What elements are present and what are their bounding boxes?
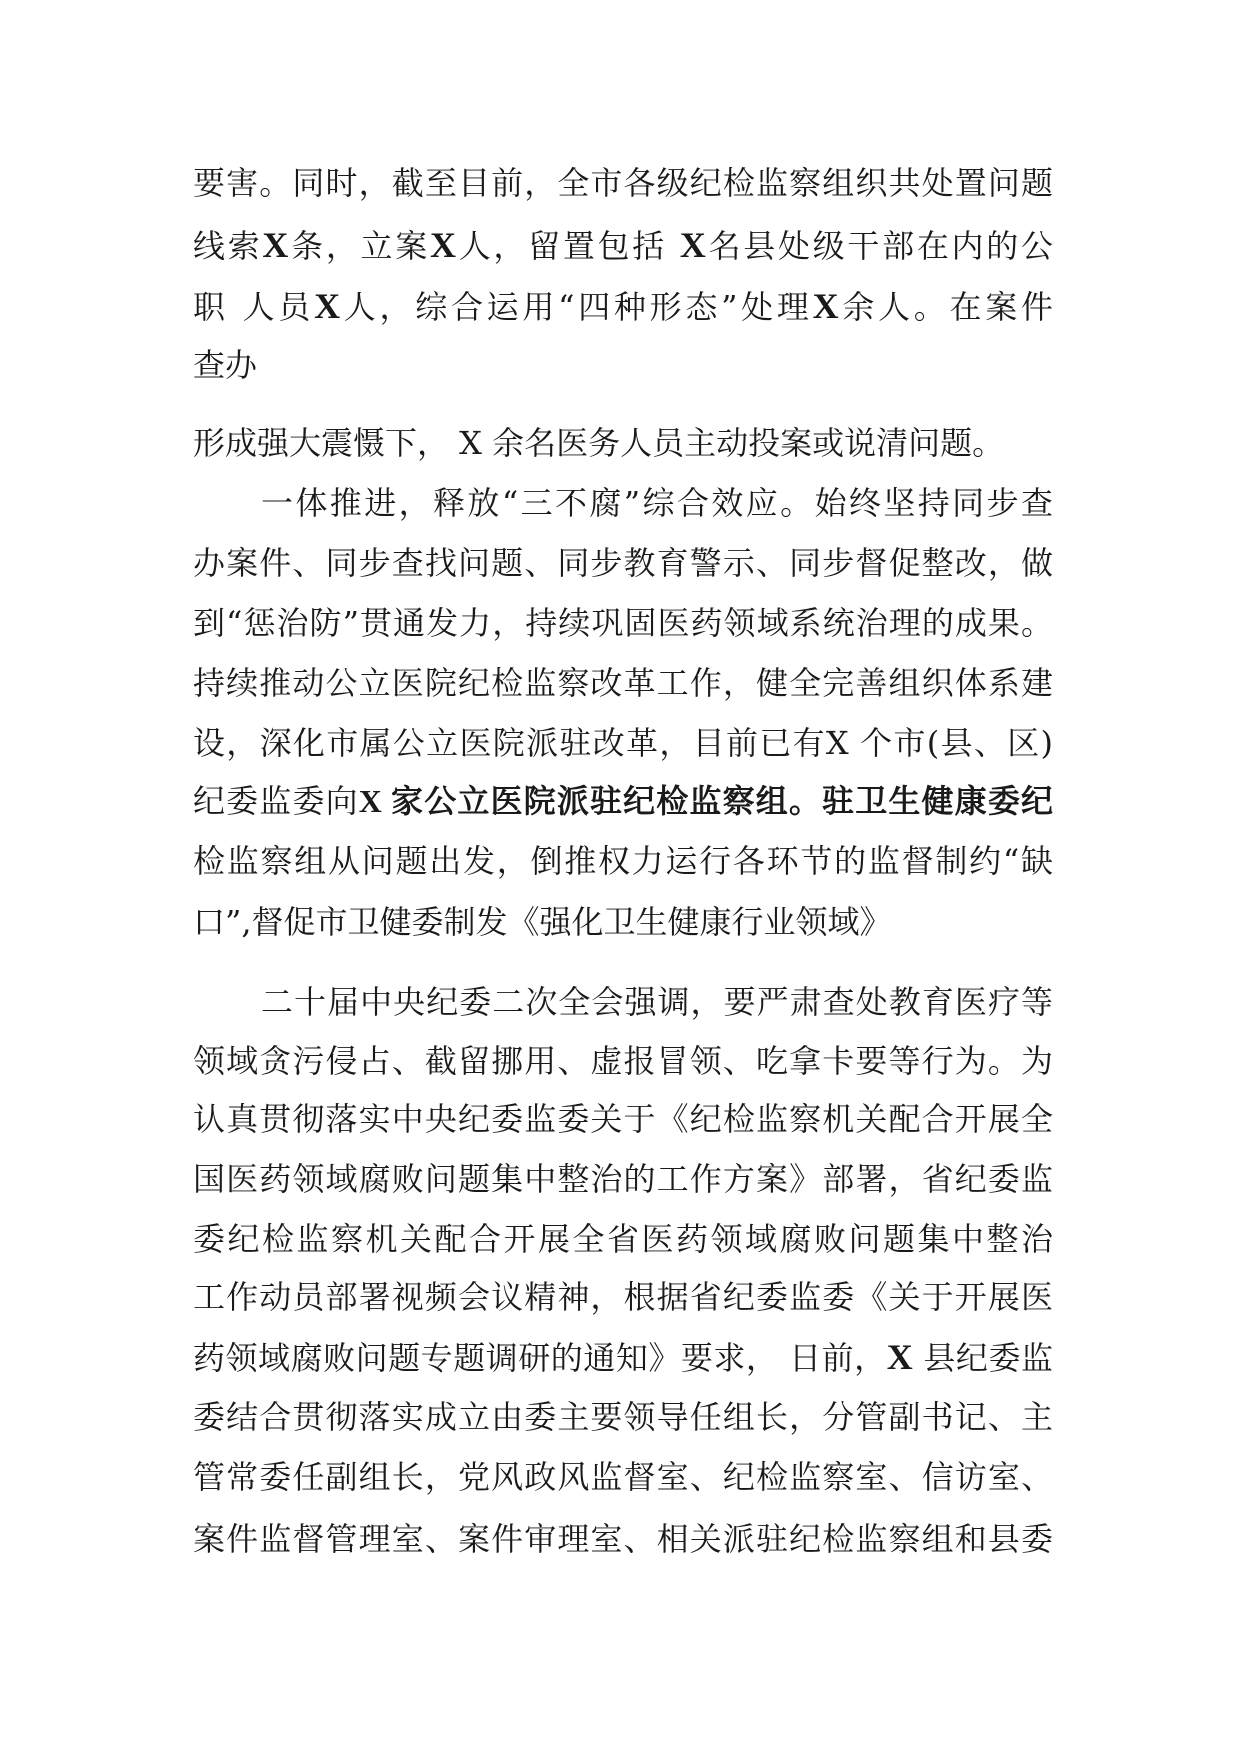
text-span: 职 人员 — [193, 288, 315, 326]
text-line: 管常委任副组长，党风政风监督室、纪检监察室、信访室、 — [193, 1458, 1053, 1496]
placeholder-x: X — [262, 225, 289, 265]
text-span: 人，留置包括 — [455, 227, 667, 265]
text-line: 一体推进，释放“三不腐”综合效应。始终坚持同步查 — [261, 484, 1053, 522]
text-line: 检监察组从问题出发，倒推权力运行各环节的监督制约“缺 — [193, 842, 1053, 880]
text-line — [193, 220, 1053, 270]
text-line: 二十届中央纪委二次全会强调，要严肃查处教育医疗等 — [261, 983, 1053, 1021]
text-line: 案件监督管理室、案件审理室、相关派驻纪检监察组和县委 — [193, 1520, 1053, 1558]
text-line: 办案件、同步查找问题、同步教育警示、同步督促整改，做 — [193, 544, 1053, 582]
text-span: 名县处级干部在内的公 — [705, 227, 1053, 265]
text-line: 工作动员部署视频会议精神，根据省纪委监委《关于开展医 — [193, 1278, 1053, 1316]
text-line: 委纪检监察机关配合开展全省医药领域腐败问题集中整治 — [193, 1220, 1053, 1258]
text-line — [193, 776, 1053, 826]
placeholder-x: X — [679, 225, 706, 265]
text-line: 设，深化市属公立医院派驻改革，目前已有X 个市(县、区) — [193, 724, 1053, 762]
placeholder-x: X — [314, 286, 341, 326]
text-line: 持续推动公立医院纪检监察改革工作，健全完善组织体系建 — [193, 664, 1053, 702]
text-span: 余人。在案件 — [838, 288, 1053, 326]
text-span: 人，综合运用“四种形态”处理 — [340, 288, 813, 326]
bold-text-span: X 家公立医院派驻纪检监察组。驻卫生健康委纪 — [358, 783, 1053, 819]
text-line — [193, 1332, 1053, 1382]
text-line: 形成强大震慑下， X 余名医务人员主动投案或说清问题。 — [193, 424, 1005, 462]
text-span: 纪委监委向 — [193, 782, 359, 820]
text-line: 委结合贯彻落实成立由委主要领导任组长，分管副书记、主 — [193, 1398, 1053, 1436]
placeholder-x: X — [886, 1337, 913, 1377]
text-line: 国医药领域腐败问题集中整治的工作方案》部署，省纪委监 — [193, 1160, 1053, 1198]
text-line: 口”,督促市卫健委制发《强化卫生健康行业领域》 — [193, 903, 892, 941]
text-line: 认真贯彻落实中央纪委监委关于《纪检监察机关配合开展全 — [193, 1100, 1053, 1138]
text-line: 到“惩治防”贯通发力，持续巩固医药领域系统治理的成果。 — [193, 604, 1053, 642]
text-line — [193, 281, 1053, 331]
placeholder-x: X — [429, 225, 456, 265]
text-line: 领域贪污侵占、截留挪用、虚报冒领、吃拿卡要等行为。为 — [193, 1042, 1053, 1080]
placeholder-x: X — [812, 286, 839, 326]
text-span: 药领域腐败问题专题调研的通知》要求， 日前， — [193, 1339, 887, 1377]
text-line: 查办 — [193, 346, 258, 384]
text-span: 县纪委监 — [923, 1339, 1053, 1377]
text-span: 条，立案 — [288, 227, 430, 265]
text-span: 线索 — [193, 227, 263, 265]
text-line: 要害。同时，截至目前，全市各级纪检监察组织共处置问题 — [193, 164, 1053, 202]
